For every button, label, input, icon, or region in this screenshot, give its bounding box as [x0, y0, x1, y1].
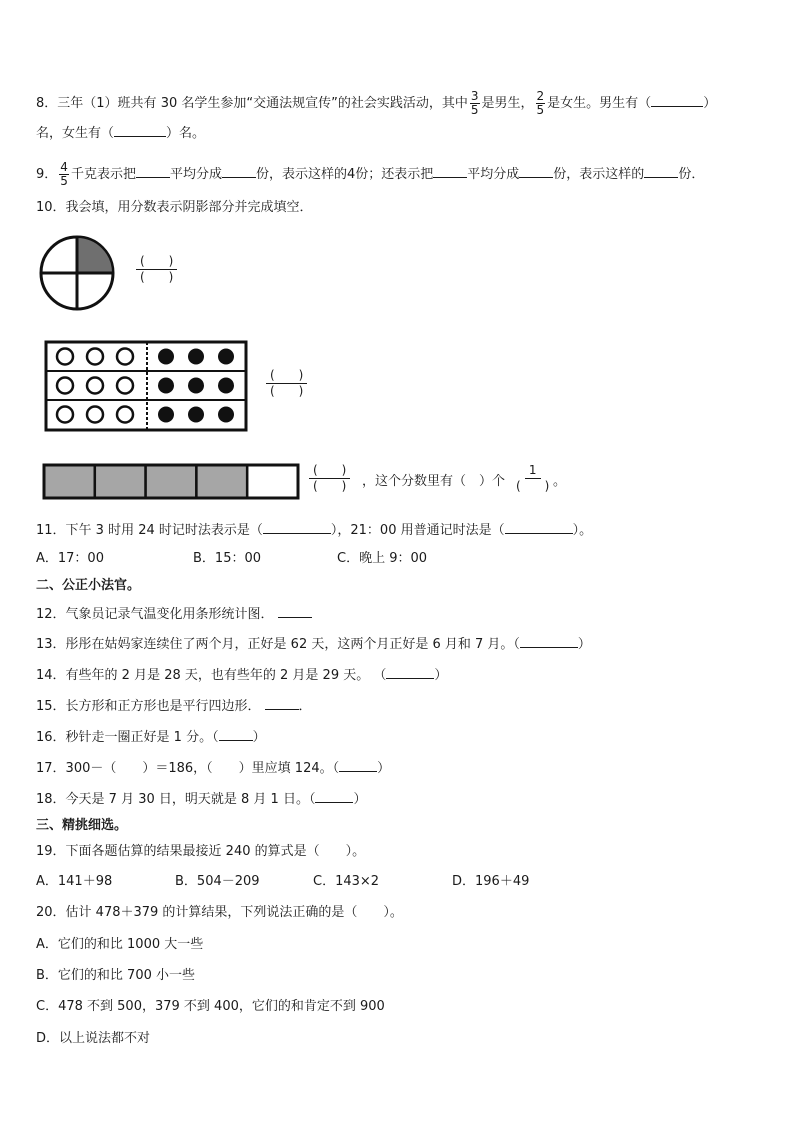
question-12 — [36, 605, 312, 623]
question-14 — [36, 666, 447, 684]
q9-text-3: 份，表示这样的 — [255, 167, 347, 182]
question-11 — [36, 521, 592, 539]
filled-dot — [188, 349, 204, 365]
q9-dot: ． — [44, 167, 58, 182]
dots-answer-denominator[interactable]: ( ) — [270, 384, 304, 398]
q11-option-a[interactable]: A．17：00 — [36, 551, 104, 566]
q9-fraction — [59, 161, 69, 188]
question-18 — [36, 790, 366, 808]
q18-text: 18．今天是 7 月 30 日，明天就是 8 月 1 日。（ — [36, 792, 316, 807]
filled-dot — [158, 378, 174, 394]
circle-shaded-quarter — [77, 237, 113, 273]
q9-blank-4[interactable] — [519, 165, 553, 178]
bar-fraction-figure — [42, 463, 302, 501]
q8-text-2: 名学生参加“交通法规宣传”的社会实践活动，其中 — [181, 96, 468, 111]
q15-text: 15．长方形和正方形也是平行四边形． — [36, 699, 261, 714]
q8-boys-fraction — [470, 90, 480, 117]
q9-denominator: 5 — [60, 174, 68, 188]
q9-numerator: 4 — [60, 160, 68, 174]
dots-answer-numerator[interactable]: ( ) — [266, 368, 307, 384]
q20-option-a[interactable]: A．它们的和比 1000 大一些 — [36, 937, 204, 952]
q20-option-c[interactable]: C．478 不到 500，379 不到 400，它们的和肯定不到 900 — [36, 999, 385, 1014]
q13-answer-blank[interactable] — [520, 635, 578, 648]
q19-option-d[interactable]: D．196＋49 — [452, 874, 530, 889]
q20-option-b[interactable]: B．它们的和比 700 小一些 — [36, 968, 195, 983]
q17-answer-blank[interactable] — [339, 759, 377, 772]
q16-end: ） — [252, 730, 266, 745]
question-20: 20．估计 478＋379 的计算结果，下列说法正确的是（ ）。 — [36, 905, 403, 920]
q11-option-b[interactable]: B．15：00 — [193, 551, 262, 566]
circle-fraction-figure — [38, 234, 118, 314]
question-19: 19．下面各题估算的结果最接近 240 的算式是（ ）。 — [36, 844, 366, 859]
q13-end: ） — [577, 637, 591, 652]
circle-answer-fraction[interactable] — [136, 254, 177, 285]
q18-end: ） — [353, 792, 367, 807]
q16-text: 16．秒针走一圈正好是 1 分。（ — [36, 730, 219, 745]
q13-text: 13．彤彤在姑妈家连续住了两个月，正好是 62 天，这两个月正好是 6 月和 7 月。（ — [36, 637, 520, 652]
hollow-dot — [57, 378, 73, 394]
bar-question-period: 。 — [553, 474, 567, 489]
q11-text-a: 11．下午 3 时用 24 时记时法表示是（ — [36, 523, 263, 538]
bar-answer-fraction[interactable] — [309, 463, 350, 494]
q8-girls-fraction — [536, 90, 546, 117]
q17-text: 17．300－（ ）＝186，（ ）里应填 124。（ — [36, 761, 340, 776]
question-10: 10．我会填，用分数表示阴影部分并完成填空． — [36, 200, 313, 215]
q14-end: ） — [434, 668, 448, 683]
q14-text: 14．有些年的 2 月是 28 天，也有些年的 2 月是 29 天。 （ — [36, 668, 387, 683]
q8-text-1: ．三年（1）班共有 — [44, 96, 157, 111]
dots-outer-frame — [46, 342, 246, 430]
question-16 — [36, 728, 266, 746]
question-17 — [36, 759, 390, 777]
q8-text-5: ） — [703, 96, 717, 111]
q12-answer-blank[interactable] — [278, 605, 312, 618]
q9-text-4: 份；还表示把 — [355, 167, 434, 182]
bar-shaded-segment — [146, 465, 197, 498]
bar-unit-fraction — [516, 463, 549, 494]
bar-answer-numerator[interactable]: ( ) — [309, 463, 350, 479]
q9-four: 4 — [346, 167, 356, 182]
q17-end: ） — [377, 761, 391, 776]
circle-answer-denominator[interactable]: ( ) — [140, 270, 174, 284]
q8-boys-numerator: 3 — [470, 89, 479, 103]
q19-option-a[interactable]: A．141＋98 — [36, 874, 113, 889]
dots-answer-fraction[interactable] — [266, 368, 307, 399]
q9-text-1: 千克表示把 — [70, 167, 136, 182]
q11-text-c: ）。 — [572, 523, 593, 538]
hollow-dot — [87, 349, 103, 365]
question-8-line1 — [36, 90, 716, 117]
section-2-heading: 二、公正小法官。 — [36, 578, 141, 593]
filled-dot — [218, 349, 234, 365]
q8-girls-answer-blank[interactable] — [114, 124, 166, 137]
q8-number: 8 — [36, 96, 45, 111]
hollow-dot — [87, 378, 103, 394]
q12-text: 12．气象员记录气温变化用条形统计图． — [36, 607, 274, 622]
q14-answer-blank[interactable] — [386, 666, 434, 679]
filled-dot — [188, 407, 204, 423]
q20-option-d[interactable]: D．以上说法都不对 — [36, 1031, 151, 1046]
filled-dot — [218, 407, 234, 423]
filled-dot — [188, 378, 204, 394]
bar-shaded-segment — [196, 465, 247, 498]
q9-text-7: 份． — [678, 167, 705, 182]
q8-boys-denominator: 5 — [470, 103, 479, 117]
q8-line2-text-b: ）名。 — [166, 126, 206, 141]
question-8-line2 — [36, 124, 205, 142]
q8-girls-numerator: 2 — [536, 89, 545, 103]
q9-text-2: 平均分成 — [169, 167, 222, 182]
q9-text-6: 份，表示这样的 — [553, 167, 645, 182]
q8-count: 30 — [160, 96, 178, 111]
hollow-dot — [117, 407, 133, 423]
dots-fraction-figure — [44, 340, 250, 434]
q19-option-b[interactable]: B．504－209 — [175, 874, 260, 889]
question-9 — [36, 161, 704, 188]
bar-shaded-segment — [44, 465, 95, 498]
bar-empty-segment — [247, 465, 298, 498]
q8-line2-text-a: 名，女生有（ — [36, 126, 115, 141]
q11-blank-2[interactable] — [505, 521, 573, 534]
q16-answer-blank[interactable] — [219, 728, 253, 741]
bar-shaded-segment — [95, 465, 146, 498]
bar-unit-denominator[interactable]: ( ) — [516, 479, 550, 493]
q9-number: 9 — [36, 167, 45, 182]
q9-blank-1[interactable] — [136, 165, 170, 178]
q11-blank-1[interactable] — [263, 521, 331, 534]
q9-blank-3[interactable] — [433, 165, 467, 178]
q8-boys-answer-blank[interactable] — [651, 94, 703, 107]
hollow-dot — [87, 407, 103, 423]
q9-text-5: 平均分成 — [467, 167, 520, 182]
q18-answer-blank[interactable] — [315, 790, 353, 803]
hollow-dot — [57, 407, 73, 423]
filled-dot — [158, 407, 174, 423]
q19-option-c[interactable]: C．143×2 — [313, 874, 380, 889]
q8-girls-denominator: 5 — [536, 103, 545, 117]
question-13 — [36, 635, 591, 653]
hollow-dot — [117, 378, 133, 394]
bar-unit-numerator: 1 — [525, 463, 541, 479]
q15-answer-blank[interactable] — [265, 697, 299, 710]
bar-answer-denominator[interactable]: ( ) — [313, 479, 347, 493]
q9-blank-2[interactable] — [222, 165, 256, 178]
question-15 — [36, 697, 312, 715]
q8-text-3: 是男生， — [481, 96, 534, 111]
q9-blank-5[interactable] — [644, 165, 678, 178]
q15-end: ． — [298, 699, 312, 714]
bar-question-suffix: ，这个分数里有（ ）个 — [362, 474, 506, 489]
circle-answer-numerator[interactable]: ( ) — [136, 254, 177, 270]
q11-text-b: ），21：00 用普通记时法是（ — [330, 523, 505, 538]
q11-option-c[interactable]: C．晚上 9：00 — [337, 551, 428, 566]
q8-text-4: 是女生。男生有（ — [547, 96, 652, 111]
filled-dot — [158, 349, 174, 365]
hollow-dot — [117, 349, 133, 365]
filled-dot — [218, 378, 234, 394]
hollow-dot — [57, 349, 73, 365]
section-3-heading: 三、精挑细选。 — [36, 818, 128, 833]
